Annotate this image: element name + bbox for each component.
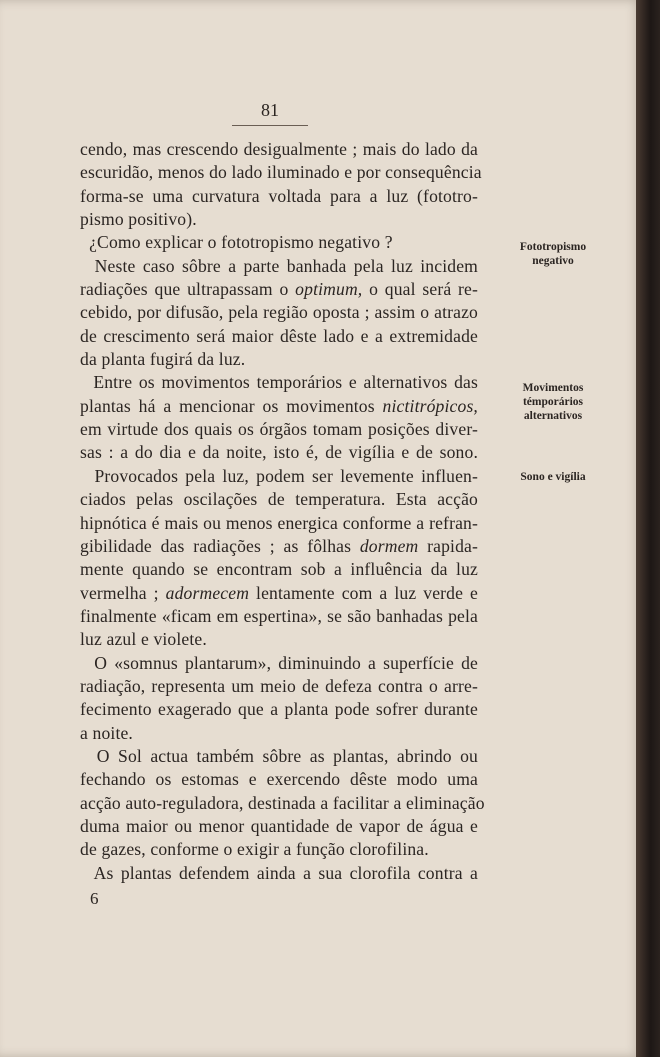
text-line: de gazes, conforme o exigir a função clorofilina. xyxy=(80,839,429,860)
signature-mark: 6 xyxy=(90,889,99,908)
text-line: gibilidade das radiações ; as fôlhas dormem rapida- xyxy=(80,535,478,556)
text-line: radiações que ultrapassam o optimum, o qual será re- xyxy=(80,279,479,300)
side-note-line: Sono e vigília xyxy=(520,471,586,483)
text-line: pismo positivo). xyxy=(80,209,197,230)
text-line: sas : a do dia e da noite, isto é, de vigília e de sono. xyxy=(80,442,478,463)
header-rule xyxy=(232,125,308,126)
text-line: vermelha ; adormecem lentamente com a luz verde e xyxy=(80,582,478,603)
book-spine xyxy=(636,0,660,1057)
text-line: forma-se uma curvatura voltada para a luz (fototro- xyxy=(80,185,478,206)
side-note-line: negativo xyxy=(532,255,574,267)
text-line: duma maior ou menor quantidade de vapor de água e xyxy=(80,815,478,836)
text-line: acção auto-reguladora, destinada a facilitar a eliminação xyxy=(80,792,485,813)
text-line: fecimento exagerado que a planta pode sofrer durante xyxy=(80,699,478,720)
text-line: O «somnus plantarum», diminuindo a superfície de xyxy=(80,652,478,673)
text-line: cendo, mas crescendo desigualmente ; mais do lado da xyxy=(80,139,478,159)
text-line: As plantas defendem ainda a sua clorofila contra a xyxy=(80,862,478,883)
side-note-line: alternativos xyxy=(523,410,583,422)
text-line: O Sol actua também sôbre as plantas, abrindo ou xyxy=(80,745,478,766)
side-note-line: Movimentos xyxy=(522,382,584,394)
text-line: Entre os movimentos temporários e alternativos das xyxy=(80,372,478,393)
page-number: 81 xyxy=(261,100,279,120)
text-line: a noite. xyxy=(80,722,133,743)
side-note-sono xyxy=(488,470,618,484)
text-line: hipnótica é mais ou menos energica conforme a refran- xyxy=(80,512,478,533)
text-line: ¿Como explicar o fototropismo negativo ? xyxy=(80,232,393,253)
text-line: Neste caso sôbre a parte banhada pela luz incidem xyxy=(80,255,478,276)
text-line: radiação, representa um meio de defeza contra o arre- xyxy=(80,675,478,696)
text-line: escuridão, menos do lado iluminado e por consequência xyxy=(80,162,482,183)
text-line: em virtude dos quais os órgãos tomam posições diver- xyxy=(80,419,478,440)
body-text xyxy=(80,138,485,885)
side-note-fototropismo xyxy=(488,240,618,268)
text-line: mente quando se encontram sob a influência da luz xyxy=(80,559,478,580)
side-note-line: Fototropismo xyxy=(519,241,587,253)
text-line: plantas há a mencionar os movimentos nictitrópicos, xyxy=(80,395,478,416)
text-line: Provocados pela luz, podem ser levemente influen- xyxy=(80,465,478,486)
text-line: de crescimento será maior dêste lado e a extremidade xyxy=(80,325,478,346)
side-note-line: témporários xyxy=(522,396,584,408)
text-line: da planta fugirá da luz. xyxy=(80,349,246,370)
text-line: fechando os estomas e exercendo dêste modo uma xyxy=(80,769,478,790)
text-line: finalmente «ficam em espertina», se são banhadas pela xyxy=(80,605,478,626)
side-note-movimentos xyxy=(488,381,618,423)
text-line: luz azul e violete. xyxy=(80,629,207,650)
text-line: cebido, por difusão, pela região oposta ; assim o atrazo xyxy=(80,302,478,323)
text-line: ciados pelas oscilações de temperatura. Esta acção xyxy=(80,489,478,510)
